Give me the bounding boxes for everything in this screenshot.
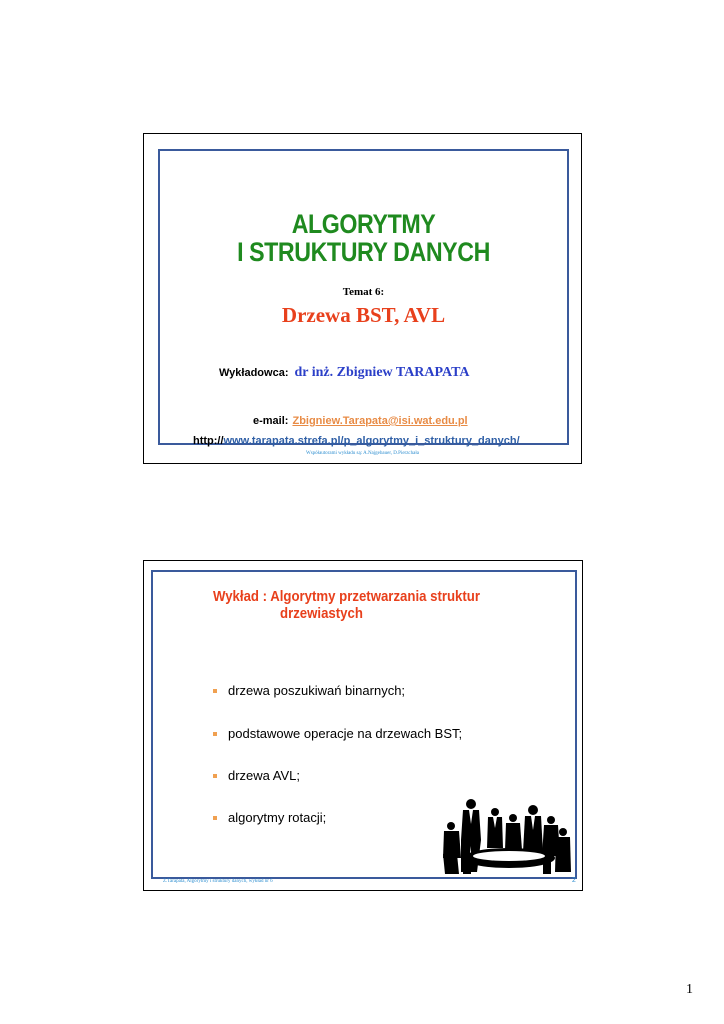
bullet-square-icon xyxy=(213,816,217,820)
list-item xyxy=(213,683,405,698)
slide-page-number: 2 xyxy=(572,877,576,884)
business-meeting-icon xyxy=(443,796,571,874)
list-item-text: algorytmy rotacji; xyxy=(228,810,327,825)
list-item-text: drzewa poszukiwań binarnych; xyxy=(228,683,406,698)
slide-1-frame xyxy=(158,149,569,445)
slide-2-footer: Z.Tarapata, Algorytmy i struktury danych, wykład nr 6 xyxy=(163,879,273,884)
lecturer-line xyxy=(219,365,470,381)
list-item-text: podstawowe operacje na drzewach BST; xyxy=(228,726,463,741)
list-item xyxy=(213,726,462,741)
bullet-square-icon xyxy=(213,732,217,736)
lecture-heading-line1: Wykład : Algorytmy przetwarzania struktur xyxy=(213,588,480,605)
topic-title: Drzewa BST, AVL xyxy=(281,303,446,327)
topic-number: Temat 6: xyxy=(342,286,385,298)
slide-2 xyxy=(143,560,583,891)
email-line xyxy=(253,415,468,427)
slide-2-frame xyxy=(151,570,577,879)
slide-1-footer: Współautorami wykładu są: A.Najgebauer, D.Pierzchała xyxy=(306,451,419,456)
website-line xyxy=(193,435,520,447)
page-number: 1 xyxy=(686,982,693,997)
list-item-text: drzewa AVL; xyxy=(228,768,301,783)
list-item xyxy=(213,810,326,825)
bullet-square-icon xyxy=(213,774,217,778)
lecturer-name: dr inż. Zbigniew TARAPATA xyxy=(294,365,470,380)
lecturer-label: Wykładowca: xyxy=(219,367,289,379)
email-link[interactable]: Zbigniew.Tarapata@isi.wat.edu.pl xyxy=(292,415,468,427)
bullet-square-icon xyxy=(213,689,217,693)
course-title-line1: ALGORYTMY xyxy=(291,209,436,239)
lecture-heading-line2: drzewiastych xyxy=(280,605,363,622)
slide-1 xyxy=(143,133,582,464)
email-label: e-mail: xyxy=(253,415,289,427)
course-title-line2: I STRUKTURY DANYCH xyxy=(237,237,490,267)
list-item xyxy=(213,768,300,783)
url-prefix: http:// xyxy=(193,435,224,447)
website-link[interactable]: www.tarapata.strefa.pl/p_algorytmy_i_struktury_danych/ xyxy=(223,435,520,447)
